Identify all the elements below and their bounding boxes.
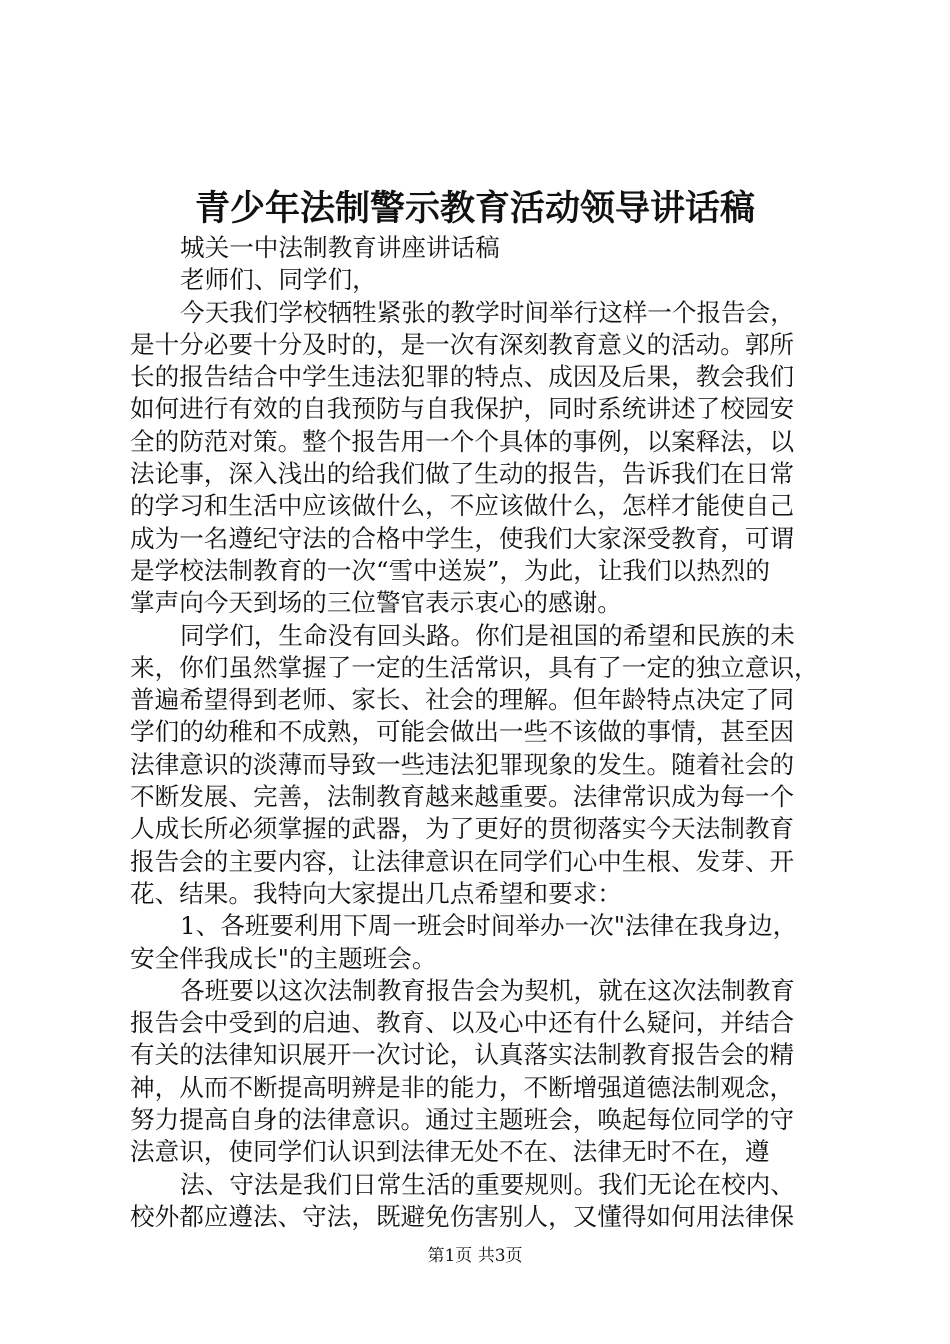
text-line: 是十分必要十分及时的，是一次有深刻教育意义的活动。郭所 — [130, 329, 795, 359]
text-line: 1、各班要利用下周一班会时间举办一次"法律在我身边， — [180, 911, 798, 941]
text-line: 报告会的主要内容，让法律意识在同学们心中生根、发芽、开 — [130, 846, 795, 876]
text-line: 是学校法制教育的一次“雪中送炭”，为此，让我们以热烈的 — [130, 555, 770, 585]
document-body — [130, 232, 830, 1233]
text-line: 老师们、同学们， — [180, 265, 377, 295]
text-line: 各班要以这次法制教育报告会为契机，就在这次法制教育 — [180, 975, 795, 1005]
text-line: 安全伴我成长"的主题班会。 — [130, 943, 437, 973]
text-line: 来，你们虽然掌握了一定的生活常识，具有了一定的独立意识， — [130, 652, 819, 682]
text-line: 同学们，生命没有回头路。你们是祖国的希望和民族的未 — [180, 620, 795, 650]
text-line: 有关的法律知识展开一次讨论，认真落实法制教育报告会的精 — [130, 1040, 795, 1070]
text-line: 报告会中受到的启迪、教育、以及心中还有什么疑问，并结合 — [130, 1008, 795, 1038]
document-title: 青少年法制警示教育活动领导讲话稿 — [194, 188, 755, 229]
text-line: 掌声向今天到场的三位警官表示衷心的感谢。 — [130, 588, 622, 618]
text-line: 普遍希望得到老师、家长、社会的理解。但年龄特点决定了同 — [130, 685, 795, 715]
text-line: 法、守法是我们日常生活的重要规则。我们无论在校内、 — [180, 1169, 795, 1199]
page-footer: 第1页 共3页 — [427, 1246, 523, 1266]
text-line: 校外都应遵法、守法，既避免伤害别人，又懂得如何用法律保 — [130, 1201, 795, 1231]
text-line: 成为一名遵纪守法的合格中学生，使我们大家深受教育，可谓 — [130, 523, 795, 553]
text-line: 的学习和生活中应该做什么，不应该做什么，怎样才能使自己 — [130, 491, 795, 521]
text-line: 法论事，深入浅出的给我们做了生动的报告，告诉我们在日常 — [130, 459, 795, 489]
text-line: 今天我们学校牺牲紧张的教学时间举行这样一个报告会， — [180, 297, 795, 327]
text-line: 法意识，使同学们认识到法律无处不在、法律无时不在，遵 — [130, 1137, 770, 1167]
text-line: 如何进行有效的自我预防与自我保护，同时系统讲述了校园安 — [130, 394, 795, 424]
text-line: 学们的幼稚和不成熟，可能会做出一些不该做的事情，甚至因 — [130, 717, 795, 747]
text-line: 法律意识的淡薄而导致一些违法犯罪现象的发生。随着社会的 — [130, 749, 795, 779]
text-line: 人成长所必须掌握的武器，为了更好的贯彻落实今天法制教育 — [130, 814, 795, 844]
text-line: 努力提高自身的法律意识。通过主题班会，唤起每位同学的守 — [130, 1105, 795, 1135]
text-line: 长的报告结合中学生违法犯罪的特点、成因及后果，教会我们 — [130, 362, 795, 392]
text-line: 花、结果。我特向大家提出几点希望和要求： — [130, 878, 622, 908]
text-line: 全的防范对策。整个报告用一个个具体的事例，以案释法，以 — [130, 426, 795, 456]
text-line: 城关一中法制教育讲座讲话稿 — [180, 233, 500, 262]
text-line: 神，从而不断提高明辨是非的能力，不断增强道德法制观念， — [130, 1072, 795, 1102]
text-line: 不断发展、完善，法制教育越来越重要。法律常识成为每一个 — [130, 782, 795, 812]
